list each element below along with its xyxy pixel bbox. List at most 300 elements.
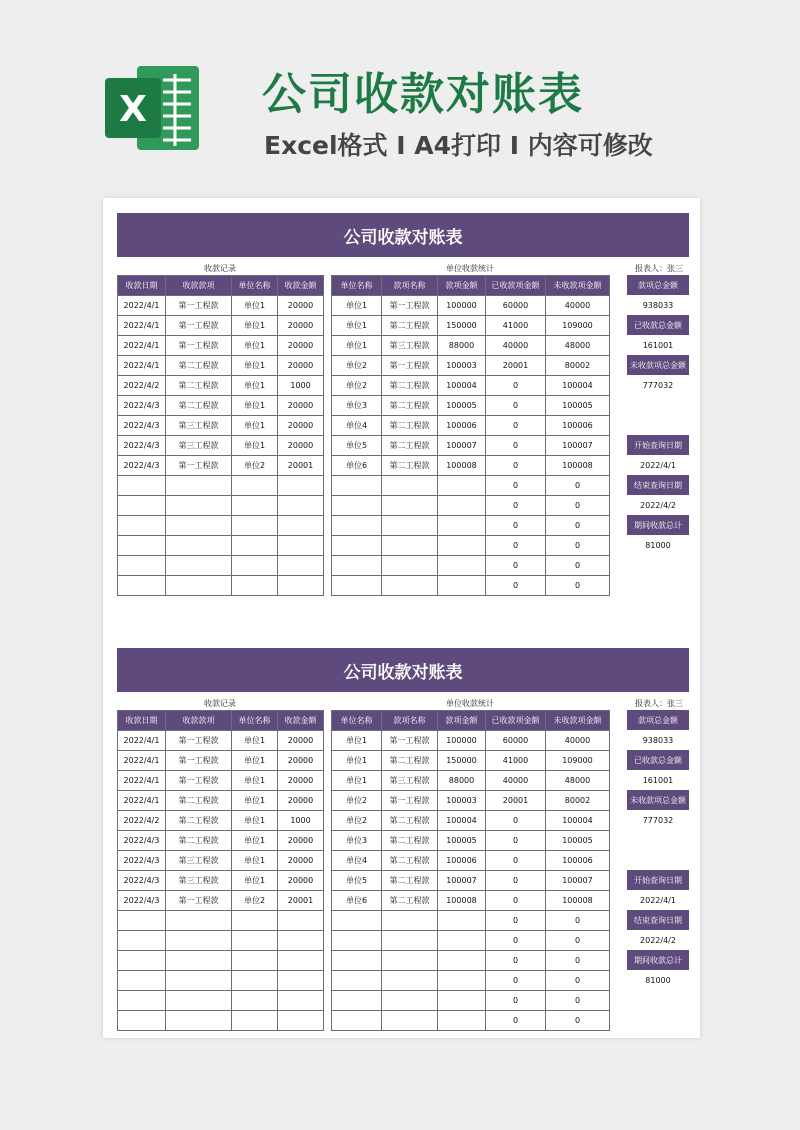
table-cell[interactable]: 第一工程款 [166, 771, 232, 791]
table-cell[interactable] [232, 536, 278, 556]
table-cell[interactable] [278, 496, 324, 516]
table-cell[interactable]: 单位5 [332, 436, 382, 456]
table-cell[interactable]: 0 [486, 496, 546, 516]
table-cell[interactable]: 40000 [486, 771, 546, 791]
summary-value[interactable]: 2022/4/2 [640, 500, 676, 510]
table-cell[interactable]: 单位1 [232, 376, 278, 396]
table-cell[interactable]: 109000 [546, 316, 610, 336]
table-cell[interactable] [166, 991, 232, 1011]
column-header: 单位名称 [232, 711, 278, 731]
table-cell[interactable] [118, 991, 166, 1011]
table-cell[interactable]: 第二工程款 [382, 396, 438, 416]
table-cell[interactable] [332, 476, 382, 496]
table-cell[interactable]: 150000 [438, 316, 486, 336]
table-cell[interactable] [232, 476, 278, 496]
table-cell[interactable]: 88000 [438, 771, 486, 791]
summary-value[interactable]: 81000 [645, 540, 671, 550]
table-cell[interactable]: 20000 [278, 851, 324, 871]
column-header: 单位名称 [332, 711, 382, 731]
table-cell[interactable]: 100007 [438, 871, 486, 891]
table-cell[interactable]: 48000 [546, 771, 610, 791]
table-cell[interactable]: 2022/4/1 [118, 731, 166, 751]
table-cell[interactable] [232, 931, 278, 951]
table-cell[interactable]: 100000 [438, 296, 486, 316]
table-cell[interactable]: 20000 [278, 731, 324, 751]
table-cell[interactable]: 100006 [546, 416, 610, 436]
header [0, 0, 800, 190]
table-cell[interactable]: 0 [486, 991, 546, 1011]
table-cell[interactable]: 100006 [438, 851, 486, 871]
table-cell[interactable]: 第二工程款 [166, 791, 232, 811]
table-cell[interactable]: 单位1 [232, 416, 278, 436]
table-cell[interactable] [332, 496, 382, 516]
table-cell[interactable] [332, 971, 382, 991]
table-cell[interactable]: 0 [546, 516, 610, 536]
table-cell[interactable]: 100007 [438, 436, 486, 456]
table-cell[interactable]: 第三工程款 [166, 436, 232, 456]
table-cell[interactable]: 第二工程款 [382, 751, 438, 771]
table-cell[interactable]: 100003 [438, 356, 486, 376]
table-cell[interactable] [382, 911, 438, 931]
table-cell[interactable]: 2022/4/1 [118, 356, 166, 376]
table-cell[interactable]: 1000 [278, 376, 324, 396]
table-cell[interactable] [166, 476, 232, 496]
table-row [118, 851, 324, 871]
summary-value[interactable]: 161001 [642, 340, 674, 350]
table-cell[interactable] [438, 911, 486, 931]
table-cell[interactable]: 2022/4/3 [118, 891, 166, 911]
table-cell[interactable]: 单位6 [332, 456, 382, 476]
table-cell[interactable]: 20000 [278, 771, 324, 791]
table-cell[interactable]: 第二工程款 [382, 456, 438, 476]
table-cell[interactable]: 1000 [278, 811, 324, 831]
table-cell[interactable]: 0 [546, 911, 610, 931]
table-cell[interactable] [166, 931, 232, 951]
table-cell[interactable] [118, 516, 166, 536]
summary-value[interactable]: 2022/4/2 [640, 935, 676, 945]
table-cell[interactable]: 单位3 [332, 831, 382, 851]
column-header: 收款款项 [166, 711, 232, 731]
table-cell[interactable] [332, 556, 382, 576]
table-cell[interactable] [166, 516, 232, 536]
table-cell[interactable] [438, 1011, 486, 1031]
table-cell[interactable]: 100004 [438, 811, 486, 831]
summary-value[interactable] [627, 850, 689, 870]
table-cell[interactable]: 单位1 [232, 316, 278, 336]
table-cell[interactable]: 单位1 [332, 296, 382, 316]
table-cell[interactable]: 第二工程款 [382, 316, 438, 336]
table-row [118, 476, 324, 496]
table-cell[interactable]: 第一工程款 [166, 316, 232, 336]
table-cell[interactable]: 第一工程款 [382, 791, 438, 811]
table-cell[interactable]: 0 [486, 576, 546, 596]
table-cell[interactable]: 第一工程款 [166, 731, 232, 751]
table-cell[interactable] [232, 911, 278, 931]
table-cell[interactable]: 0 [546, 556, 610, 576]
table-cell[interactable]: 2022/4/3 [118, 436, 166, 456]
table-cell[interactable]: 单位4 [332, 851, 382, 871]
table-cell[interactable]: 0 [486, 831, 546, 851]
table-cell[interactable]: 100007 [546, 871, 610, 891]
table-cell[interactable]: 第二工程款 [166, 831, 232, 851]
table-cell[interactable]: 第二工程款 [382, 831, 438, 851]
table-cell[interactable]: 第二工程款 [382, 871, 438, 891]
table-cell[interactable] [118, 496, 166, 516]
table-cell[interactable] [166, 951, 232, 971]
table-cell[interactable]: 单位1 [232, 396, 278, 416]
table-cell[interactable] [382, 516, 438, 536]
table-cell[interactable]: 100008 [546, 456, 610, 476]
table-cell[interactable] [438, 536, 486, 556]
table-cell[interactable]: 2022/4/3 [118, 831, 166, 851]
table-cell[interactable] [332, 951, 382, 971]
table-cell[interactable]: 100005 [438, 831, 486, 851]
table-cell[interactable]: 2022/4/1 [118, 791, 166, 811]
table-cell[interactable]: 20001 [278, 456, 324, 476]
table-cell[interactable] [166, 496, 232, 516]
table-cell[interactable]: 20000 [278, 396, 324, 416]
table-cell[interactable]: 单位2 [332, 811, 382, 831]
table-cell[interactable]: 0 [546, 951, 610, 971]
table-cell[interactable]: 2022/4/1 [118, 316, 166, 336]
table-cell[interactable]: 100003 [438, 791, 486, 811]
table-cell[interactable] [278, 951, 324, 971]
summary-value[interactable]: 938033 [642, 300, 674, 310]
table-cell[interactable]: 单位1 [232, 831, 278, 851]
table-cell[interactable]: 单位1 [232, 436, 278, 456]
table-cell[interactable] [332, 931, 382, 951]
table-cell[interactable]: 0 [486, 931, 546, 951]
table-header-row [332, 276, 610, 296]
table-cell[interactable]: 0 [486, 536, 546, 556]
table-cell[interactable] [438, 476, 486, 496]
table-row [332, 771, 610, 791]
table-cell[interactable]: 150000 [438, 751, 486, 771]
table-cell[interactable]: 0 [486, 871, 546, 891]
table-cell[interactable]: 0 [486, 416, 546, 436]
table-cell[interactable]: 0 [486, 516, 546, 536]
table-cell[interactable]: 100008 [438, 456, 486, 476]
table-cell[interactable]: 0 [486, 971, 546, 991]
table-cell[interactable] [118, 1011, 166, 1031]
table-cell[interactable]: 0 [546, 496, 610, 516]
table-cell[interactable]: 100007 [546, 436, 610, 456]
table-cell[interactable]: 单位2 [232, 456, 278, 476]
table-cell[interactable] [118, 556, 166, 576]
table-cell[interactable]: 0 [486, 851, 546, 871]
table-cell[interactable] [232, 1011, 278, 1031]
table-cell[interactable] [118, 536, 166, 556]
table-cell[interactable]: 2022/4/3 [118, 456, 166, 476]
table-cell[interactable] [232, 991, 278, 1011]
table-cell[interactable] [382, 476, 438, 496]
table-cell[interactable]: 第二工程款 [166, 376, 232, 396]
table-cell[interactable]: 单位2 [332, 376, 382, 396]
table-cell[interactable]: 100000 [438, 731, 486, 751]
table-cell[interactable]: 单位5 [332, 871, 382, 891]
table-cell[interactable]: 20000 [278, 296, 324, 316]
table-cell[interactable]: 第三工程款 [166, 871, 232, 891]
table-cell[interactable]: 第三工程款 [166, 851, 232, 871]
table-cell[interactable] [118, 576, 166, 596]
table-cell[interactable] [438, 576, 486, 596]
table-cell[interactable] [382, 536, 438, 556]
table-cell[interactable]: 0 [546, 536, 610, 556]
table-cell[interactable]: 100004 [438, 376, 486, 396]
table-cell[interactable]: 2022/4/3 [118, 416, 166, 436]
table-cell[interactable] [278, 556, 324, 576]
table-cell[interactable]: 单位4 [332, 416, 382, 436]
table-cell[interactable]: 单位2 [332, 356, 382, 376]
table-cell[interactable]: 20000 [278, 871, 324, 891]
table-cell[interactable]: 0 [486, 436, 546, 456]
table-cell[interactable]: 单位1 [232, 751, 278, 771]
table-cell[interactable]: 2022/4/1 [118, 771, 166, 791]
table-cell[interactable]: 单位3 [332, 396, 382, 416]
table-cell[interactable]: 100005 [546, 831, 610, 851]
table-cell[interactable] [232, 556, 278, 576]
table-cell[interactable] [382, 971, 438, 991]
table-cell[interactable] [382, 951, 438, 971]
table-cell[interactable] [438, 931, 486, 951]
table-cell[interactable]: 100004 [546, 811, 610, 831]
table-cell[interactable]: 2022/4/3 [118, 871, 166, 891]
table-cell[interactable] [382, 1011, 438, 1031]
table-cell[interactable]: 0 [486, 556, 546, 576]
table-cell[interactable] [166, 971, 232, 991]
table-cell[interactable] [438, 991, 486, 1011]
table-cell[interactable]: 0 [486, 911, 546, 931]
table-cell[interactable] [118, 951, 166, 971]
table-cell[interactable] [438, 951, 486, 971]
section-label-records: 收款记录 [204, 264, 236, 273]
table-cell[interactable] [382, 496, 438, 516]
table-cell[interactable]: 单位1 [332, 731, 382, 751]
table-cell[interactable]: 第三工程款 [382, 336, 438, 356]
table-cell[interactable]: 2022/4/1 [118, 336, 166, 356]
table-cell[interactable]: 100006 [546, 851, 610, 871]
table-cell[interactable]: 第二工程款 [382, 811, 438, 831]
table-cell[interactable]: 40000 [546, 731, 610, 751]
table-cell[interactable] [232, 496, 278, 516]
table-cell[interactable] [278, 476, 324, 496]
table-cell[interactable]: 2022/4/2 [118, 376, 166, 396]
table-cell[interactable]: 0 [486, 1011, 546, 1031]
table-cell[interactable]: 单位1 [332, 316, 382, 336]
table-cell[interactable] [382, 576, 438, 596]
table-cell[interactable] [118, 476, 166, 496]
table-cell[interactable] [166, 911, 232, 931]
table-cell[interactable] [278, 911, 324, 931]
table-cell[interactable]: 2022/4/2 [118, 811, 166, 831]
table-cell[interactable]: 0 [546, 576, 610, 596]
table-cell[interactable]: 40000 [546, 296, 610, 316]
table-cell[interactable] [382, 931, 438, 951]
table-cell[interactable] [438, 516, 486, 536]
table-cell[interactable]: 60000 [486, 296, 546, 316]
table-cell[interactable]: 20000 [278, 831, 324, 851]
table-cell[interactable]: 第二工程款 [382, 851, 438, 871]
table-cell[interactable]: 第二工程款 [166, 356, 232, 376]
table-cell[interactable]: 第二工程款 [382, 416, 438, 436]
table-cell[interactable]: 20000 [278, 791, 324, 811]
table-cell[interactable] [438, 971, 486, 991]
table-cell[interactable]: 0 [546, 991, 610, 1011]
table-cell[interactable] [332, 1011, 382, 1031]
table-cell[interactable]: 第一工程款 [166, 891, 232, 911]
table-cell[interactable]: 0 [546, 931, 610, 951]
table-cell[interactable] [166, 1011, 232, 1031]
table-cell[interactable]: 单位1 [332, 771, 382, 791]
table-cell[interactable]: 0 [546, 1011, 610, 1031]
table-cell[interactable]: 0 [486, 811, 546, 831]
table-cell[interactable]: 第二工程款 [382, 376, 438, 396]
table-cell[interactable] [166, 576, 232, 596]
summary-value[interactable]: 161001 [642, 775, 674, 785]
table-cell[interactable]: 0 [486, 951, 546, 971]
table-cell[interactable]: 100005 [546, 396, 610, 416]
table-cell[interactable] [278, 516, 324, 536]
table-row [332, 951, 610, 971]
table-cell[interactable] [118, 911, 166, 931]
table-cell[interactable]: 20000 [278, 751, 324, 771]
table-cell[interactable]: 20000 [278, 316, 324, 336]
table-cell[interactable] [278, 536, 324, 556]
table-cell[interactable]: 单位1 [232, 771, 278, 791]
table-cell[interactable] [332, 536, 382, 556]
table-cell[interactable] [382, 556, 438, 576]
table-cell[interactable]: 单位1 [232, 296, 278, 316]
table-cell[interactable]: 第一工程款 [166, 751, 232, 771]
table-cell[interactable]: 单位6 [332, 891, 382, 911]
table-cell[interactable]: 单位1 [232, 356, 278, 376]
table-cell[interactable]: 单位1 [232, 731, 278, 751]
table-cell[interactable]: 0 [486, 396, 546, 416]
table-cell[interactable] [332, 991, 382, 1011]
table-cell[interactable] [278, 991, 324, 1011]
summary-value[interactable]: 777032 [642, 380, 674, 390]
table-cell[interactable]: 第三工程款 [166, 416, 232, 436]
table-row [332, 971, 610, 991]
table-cell[interactable]: 第二工程款 [382, 891, 438, 911]
summary-value[interactable]: 777032 [642, 815, 674, 825]
table-cell[interactable]: 41000 [486, 751, 546, 771]
table-cell[interactable]: 第二工程款 [166, 811, 232, 831]
table-cell[interactable]: 20000 [278, 436, 324, 456]
table-cell[interactable] [332, 576, 382, 596]
table-cell[interactable]: 单位1 [232, 791, 278, 811]
table-cell[interactable]: 第二工程款 [166, 396, 232, 416]
summary-value[interactable]: 81000 [645, 975, 671, 985]
table-cell[interactable]: 100004 [546, 376, 610, 396]
table-cell[interactable]: 第一工程款 [382, 296, 438, 316]
summary-value[interactable]: 2022/4/1 [640, 460, 676, 470]
table-cell[interactable]: 100005 [438, 396, 486, 416]
table-cell[interactable]: 20000 [278, 356, 324, 376]
table-cell[interactable]: 0 [486, 456, 546, 476]
summary-value[interactable] [627, 415, 689, 435]
table-cell[interactable]: 60000 [486, 731, 546, 751]
table-cell[interactable]: 第一工程款 [166, 456, 232, 476]
table-cell[interactable]: 0 [486, 891, 546, 911]
table-cell[interactable]: 2022/4/3 [118, 396, 166, 416]
table-cell[interactable] [118, 931, 166, 951]
table-cell[interactable]: 第一工程款 [166, 336, 232, 356]
table-row [332, 536, 610, 556]
table-cell[interactable]: 20000 [278, 336, 324, 356]
table-cell[interactable] [232, 576, 278, 596]
table-cell[interactable]: 88000 [438, 336, 486, 356]
table-cell[interactable] [232, 516, 278, 536]
table-cell[interactable] [232, 951, 278, 971]
table-cell[interactable]: 48000 [546, 336, 610, 356]
table-cell[interactable] [332, 911, 382, 931]
table-cell[interactable]: 单位1 [232, 811, 278, 831]
table-cell[interactable]: 第二工程款 [382, 436, 438, 456]
table-cell[interactable]: 0 [486, 476, 546, 496]
table-cell[interactable] [278, 931, 324, 951]
table-cell[interactable] [166, 536, 232, 556]
table-cell[interactable]: 20000 [278, 416, 324, 436]
table-cell[interactable] [438, 556, 486, 576]
table-cell[interactable]: 第一工程款 [382, 356, 438, 376]
table-cell[interactable] [332, 516, 382, 536]
table-cell[interactable]: 80002 [546, 791, 610, 811]
table-cell[interactable]: 109000 [546, 751, 610, 771]
table-cell[interactable] [278, 971, 324, 991]
table-cell[interactable] [118, 971, 166, 991]
table-cell[interactable]: 2022/4/1 [118, 751, 166, 771]
table-cell[interactable] [166, 556, 232, 576]
table-cell[interactable]: 20001 [486, 356, 546, 376]
table-cell[interactable]: 0 [546, 476, 610, 496]
table-cell[interactable]: 单位1 [232, 851, 278, 871]
summary-value[interactable]: 938033 [642, 735, 674, 745]
table-cell[interactable]: 100008 [546, 891, 610, 911]
table-cell[interactable]: 单位2 [332, 791, 382, 811]
table-cell[interactable]: 80002 [546, 356, 610, 376]
table-cell[interactable]: 20001 [486, 791, 546, 811]
table-cell[interactable]: 40000 [486, 336, 546, 356]
table-cell[interactable] [232, 971, 278, 991]
table-cell[interactable]: 第三工程款 [382, 771, 438, 791]
table-cell[interactable]: 单位1 [332, 751, 382, 771]
table-cell[interactable]: 第一工程款 [382, 731, 438, 751]
table-row [118, 356, 324, 376]
table-cell[interactable]: 2022/4/3 [118, 851, 166, 871]
summary-value[interactable]: 2022/4/1 [640, 895, 676, 905]
table-cell[interactable]: 100006 [438, 416, 486, 436]
table-cell[interactable]: 0 [486, 376, 546, 396]
table-cell[interactable]: 20001 [278, 891, 324, 911]
table-cell[interactable] [278, 576, 324, 596]
table-cell[interactable]: 单位2 [232, 891, 278, 911]
table-cell[interactable]: 0 [546, 971, 610, 991]
table-cell[interactable] [382, 991, 438, 1011]
table-cell[interactable]: 2022/4/1 [118, 296, 166, 316]
table-cell[interactable] [438, 496, 486, 516]
table-header-row [118, 711, 324, 731]
table-cell[interactable]: 第一工程款 [166, 296, 232, 316]
table-cell[interactable]: 单位1 [232, 871, 278, 891]
table-cell[interactable] [278, 1011, 324, 1031]
table-cell[interactable]: 单位1 [332, 336, 382, 356]
table-cell[interactable]: 41000 [486, 316, 546, 336]
table-cell[interactable]: 100008 [438, 891, 486, 911]
table-row [332, 891, 610, 911]
table-row [118, 556, 324, 576]
table-cell[interactable]: 单位1 [232, 336, 278, 356]
